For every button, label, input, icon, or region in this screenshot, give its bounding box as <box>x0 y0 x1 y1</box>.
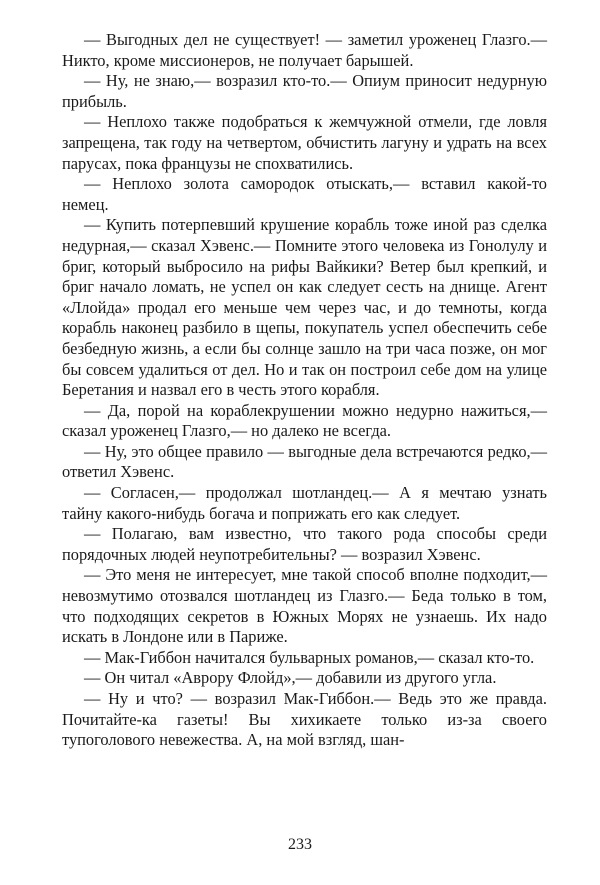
paragraph: — Мак-Гиббон начитался бульварных романов,— сказал кто-то. <box>84 647 535 667</box>
page-number: 233 <box>288 836 312 853</box>
paragraph: — Купить потерпевший крушение корабль тоже иной раз сделка недурная,— сказал Хэвенс.— Помните этого человека из Гонолулу и бриг, который выбросило на рифы Вайкики? Ветер был крепкий, и бриг начало ломать, не успел он как следует сесть на днище. Агент «Ллойда» продал его меньше чем через час, и до темноты, когда корабль наконец разбило в щепы, покупатель успел обеспечить себе безбедную жизнь, а если бы солнце зашло на три часа позже, он мог бы совсем удалиться от дел. Но и так он построил себе дом на улице Беретания и назвал его в честь этого корабля. <box>62 215 547 400</box>
paragraph: — Ну, это общее правило — выгодные дела встречаются редко,— ответил Хэвенс. <box>62 441 547 482</box>
paragraph: — Да, порой на кораблекрушении можно недурно нажиться,— сказал уроженец Глазго,— но далеко не всегда. <box>62 400 547 441</box>
paragraph: — Согласен,— продолжал шотландец.— А я мечтаю узнать тайну какого-нибудь богача и поприжать его как следует. <box>62 483 547 523</box>
paragraph: — Ну, не знаю,— возразил кто-то.— Опиум приносит недурную прибыль. <box>62 71 547 111</box>
paragraph: — Он читал «Аврору Флойд»,— добавили из другого угла. <box>84 668 497 688</box>
page-text <box>62 30 547 751</box>
paragraph: — Полагаю, вам известно, что такого рода способы среди порядочных людей неупотребительны? — возразил Хэвенс. <box>62 524 547 564</box>
paragraph: — Это меня не интересует, мне такой способ вполне подходит,— невозмутимо отозвался шотландец из Глазго.— Беда только в том, что подходящих секретов в Южных Морях не узнаешь. Их надо искать в Лондоне или в Париже. <box>62 565 547 647</box>
paragraph: — Ну и что? — возразил Мак-Гиббон.— Ведь это же правда. Почитайте-ка газеты! Вы хихикаете только из-за своего тупоголового невежества. А, на мой взгляд, шан- <box>62 689 547 750</box>
paragraph: — Неплохо также подобраться к жемчужной отмели, где ловля запрещена, так году на четвертом, обчистить лагуну и удрать на всех парусах, пока французы не спохватились. <box>62 112 547 173</box>
paragraph: — Выгодных дел не существует! — заметил уроженец Глазго.— Никто, кроме миссионеров, не получает барышей. <box>62 30 547 70</box>
paragraph: — Неплохо золота самородок отыскать,— вставил какой-то немец. <box>62 174 547 214</box>
